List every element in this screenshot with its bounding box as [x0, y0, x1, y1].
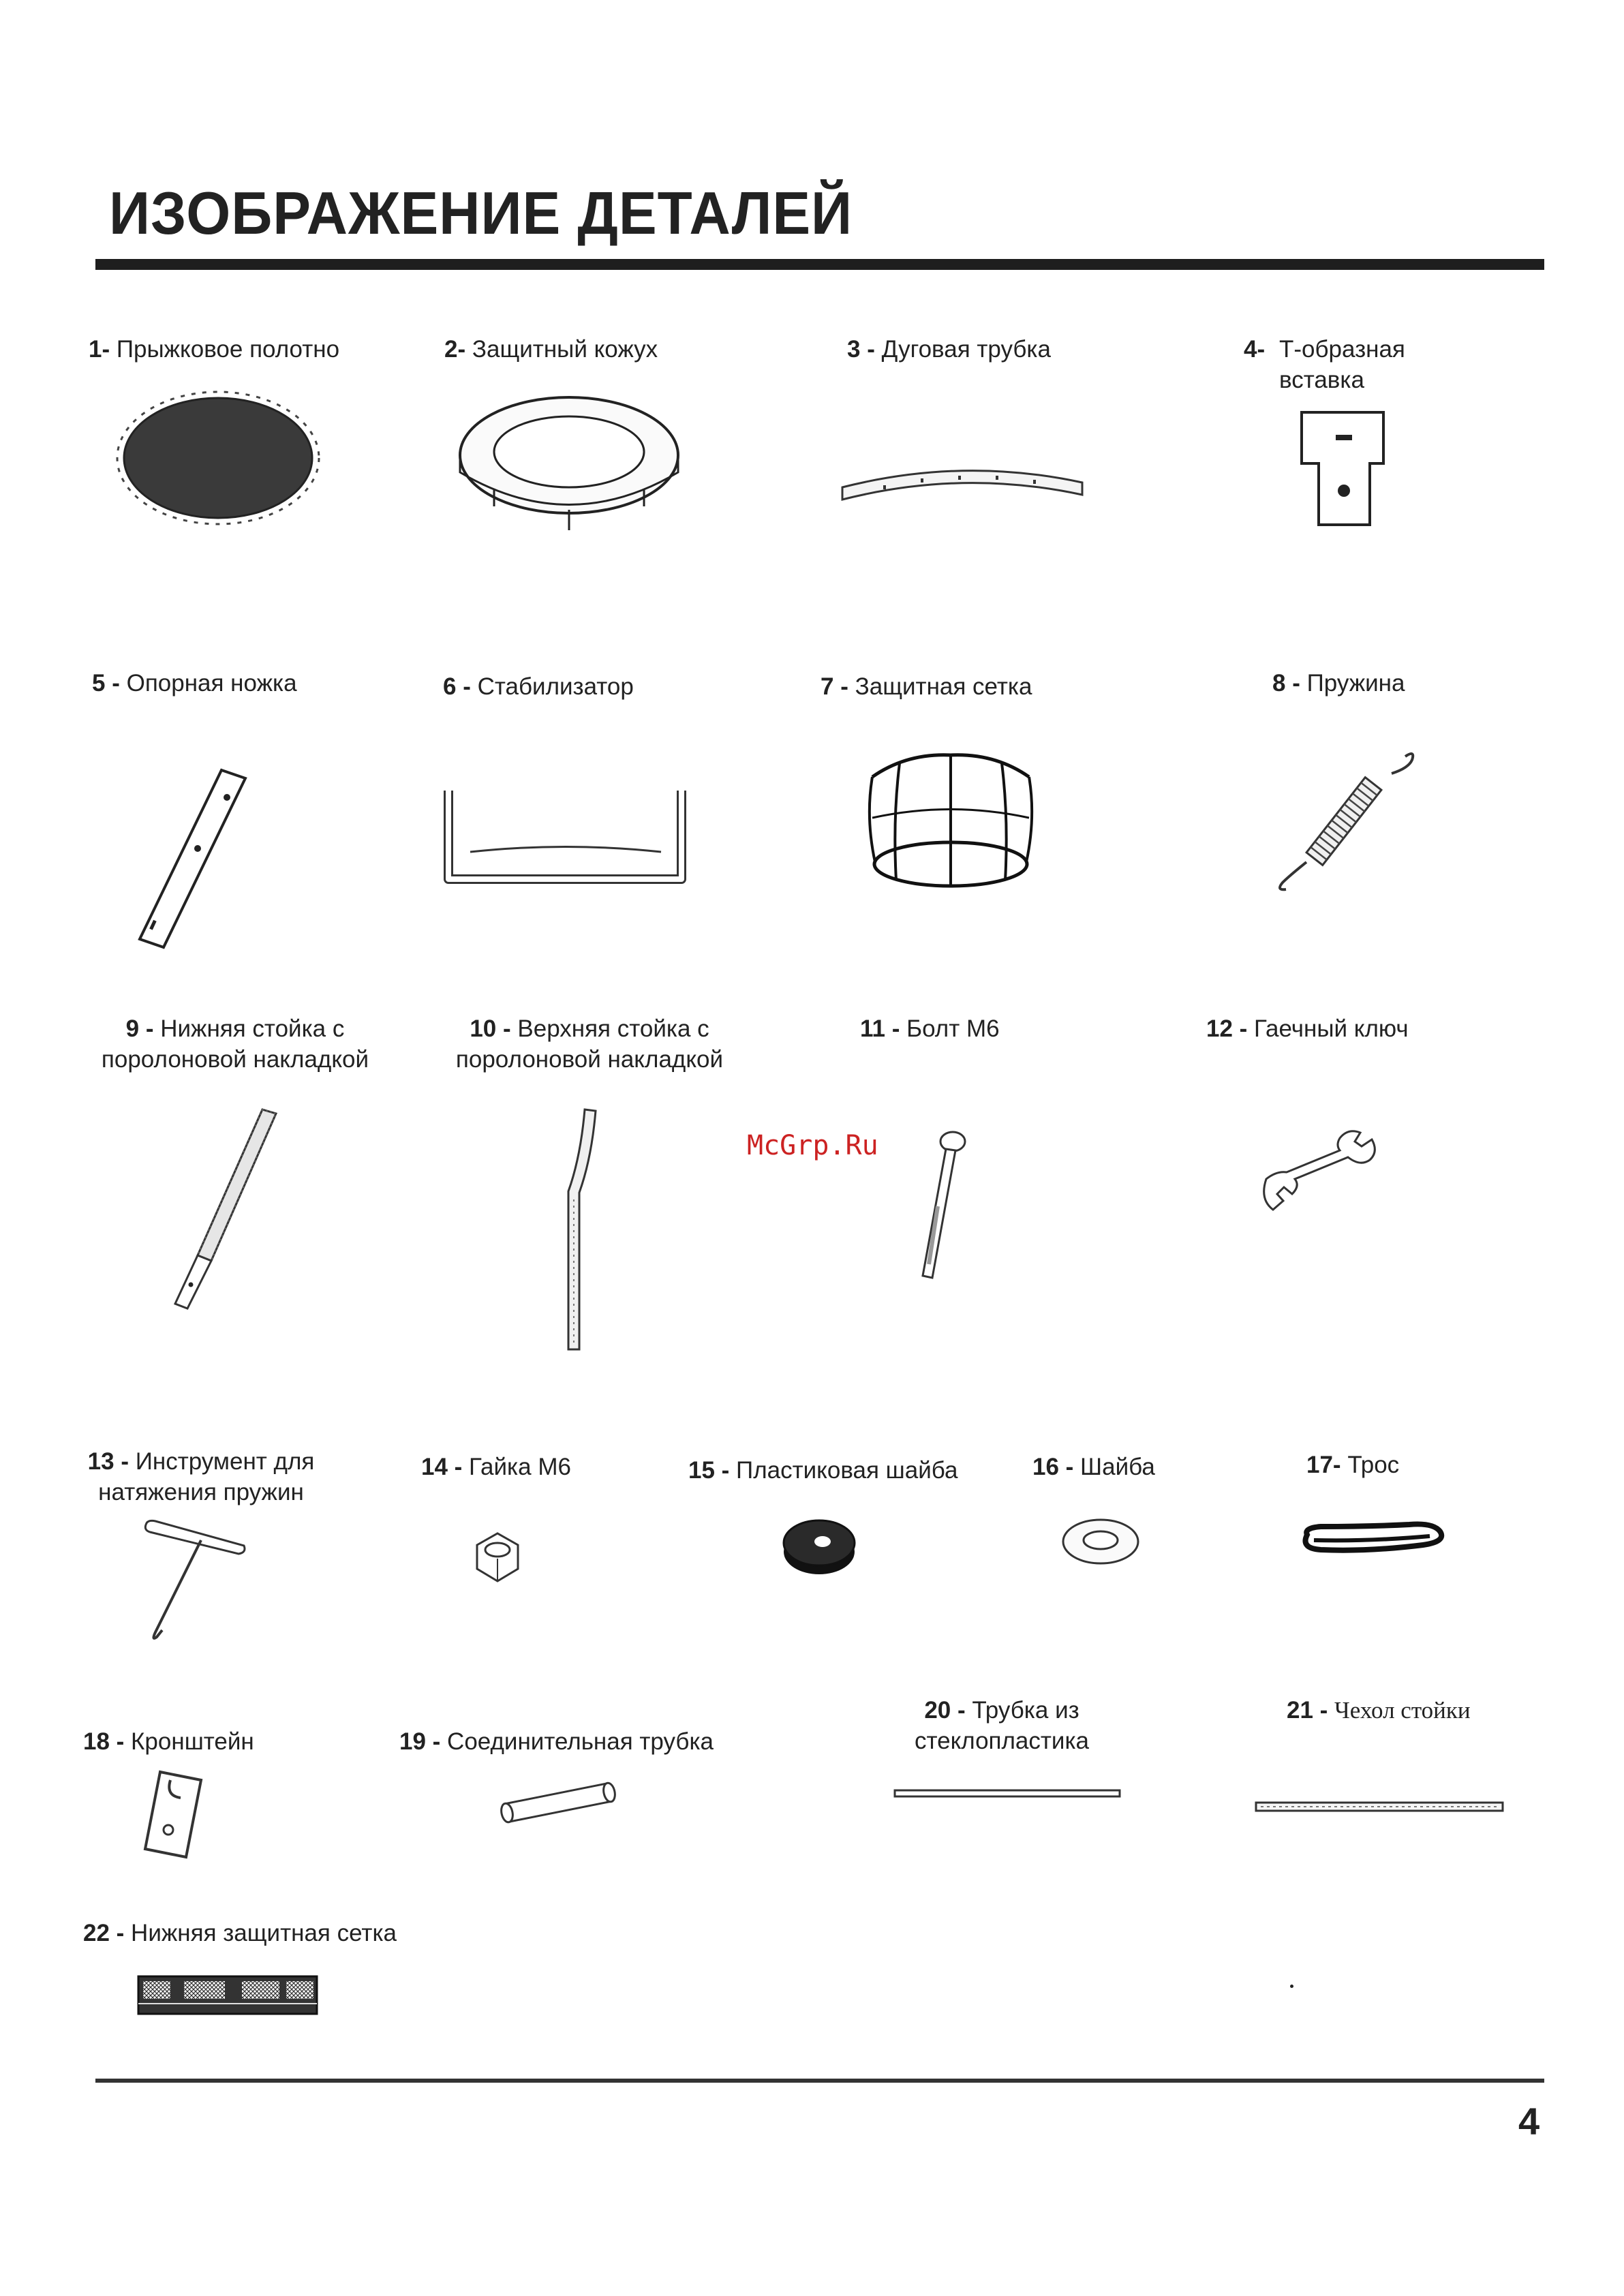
- part-name: Чехол стойки: [1334, 1697, 1471, 1724]
- safety-pad-icon: [453, 387, 685, 537]
- page-number: 4: [1518, 2100, 1540, 2143]
- part-name-line: Инструмент для: [135, 1448, 315, 1475]
- part-label-16: [1032, 1452, 1155, 1482]
- part-number: 10 -: [470, 1015, 511, 1042]
- part-label-15: [688, 1455, 958, 1486]
- part-number: 2-: [444, 336, 466, 363]
- title-divider: [95, 259, 1544, 270]
- part-name: Защитная сетка: [855, 673, 1032, 700]
- part-label-13: [78, 1446, 324, 1507]
- part-number: 5 -: [92, 670, 120, 697]
- part-label-20: [886, 1695, 1118, 1756]
- rope-icon: [1293, 1514, 1450, 1562]
- part-number: 16 -: [1032, 1454, 1074, 1480]
- part-label-18: [83, 1726, 254, 1757]
- washer-icon: [1060, 1514, 1142, 1569]
- part-name: Трос: [1347, 1452, 1400, 1478]
- support-leg-icon: [133, 763, 256, 954]
- part-label-11: [860, 1013, 1000, 1044]
- fiberglass-rod-icon: [893, 1787, 1124, 1801]
- part-label-12: [1206, 1013, 1409, 1044]
- pole-sleeve-icon: [1254, 1799, 1506, 1816]
- part-name: Нижняя защитная сетка: [131, 1920, 397, 1946]
- part-label-17: [1306, 1450, 1399, 1480]
- part-name: Кронштейн: [131, 1728, 254, 1755]
- part-name-line: стеклопластика: [914, 1728, 1090, 1754]
- part-name-line: поролоновой накладкой: [455, 1046, 724, 1073]
- part-number: 4-: [1244, 336, 1266, 363]
- part-name: Защитный кожух: [472, 336, 658, 363]
- bottom-net-icon: [136, 1973, 320, 2021]
- part-name: Стабилизатор: [477, 673, 634, 700]
- part-number: 1-: [89, 336, 110, 363]
- jumping-mat-icon: [109, 382, 327, 538]
- footer-divider: [95, 2079, 1544, 2083]
- part-label-14: [421, 1452, 571, 1482]
- part-number: 12 -: [1206, 1015, 1248, 1042]
- bracket-icon: [133, 1765, 215, 1867]
- part-label-4: [1244, 334, 1265, 365]
- part-number: 6 -: [443, 673, 471, 700]
- part-name-line: вставка: [1279, 367, 1364, 393]
- part-name: Дуговая трубка: [881, 336, 1051, 363]
- part-label-22: [83, 1918, 397, 1948]
- stray-dot: [1290, 1985, 1293, 1988]
- part-label-3: [847, 334, 1051, 365]
- part-name: Болт М6: [906, 1015, 1000, 1042]
- wrench-icon: [1253, 1124, 1382, 1220]
- part-name-line: поролоновой накладкой: [101, 1046, 369, 1073]
- spring-icon: [1269, 746, 1419, 896]
- upper-pole-icon: [532, 1104, 607, 1353]
- page-title: ИЗОБРАЖЕНИЕ ДЕТАЛЕЙ: [109, 179, 853, 247]
- part-number: 19 -: [399, 1728, 441, 1755]
- part-name: Опорная ножка: [126, 670, 297, 697]
- part-label-7: [821, 671, 1032, 702]
- part-name: Гайка М6: [469, 1454, 571, 1480]
- part-number: 11 -: [860, 1015, 900, 1042]
- part-number: 15 -: [688, 1457, 730, 1484]
- part-name: Пружина: [1306, 670, 1405, 697]
- part-number: 3 -: [847, 336, 875, 363]
- part-number: 21 -: [1287, 1697, 1328, 1724]
- part-name-line: Нижняя стойка с: [160, 1015, 345, 1042]
- part-number: 13 -: [87, 1448, 129, 1475]
- part-number: 9 -: [125, 1015, 154, 1042]
- part-number: 20 -: [924, 1697, 966, 1724]
- part-label-2: [444, 334, 658, 365]
- nut-icon: [463, 1528, 532, 1589]
- stabilizer-icon: [436, 784, 695, 893]
- part-number: 8 -: [1272, 670, 1300, 697]
- part-number: 22 -: [83, 1920, 125, 1946]
- watermark: McGrp.Ru: [747, 1130, 878, 1161]
- plastic-washer-icon: [780, 1514, 859, 1579]
- lower-pole-icon: [160, 1104, 283, 1315]
- part-label-10: [443, 1013, 736, 1075]
- part-label-9: [89, 1013, 382, 1075]
- part-name: Соединительная трубка: [447, 1728, 714, 1755]
- arc-tube-icon: [837, 450, 1089, 504]
- part-name-4: [1279, 334, 1405, 395]
- part-number: 18 -: [83, 1728, 125, 1755]
- bolt-icon: [893, 1124, 975, 1285]
- part-name: Шайба: [1080, 1454, 1155, 1480]
- connecting-tube-icon: [491, 1775, 620, 1830]
- part-number: 7 -: [821, 673, 848, 700]
- part-label-21: [1287, 1695, 1471, 1726]
- part-name-line: Верхняя стойка с: [517, 1015, 709, 1042]
- part-label-19: [399, 1726, 714, 1757]
- part-number: 17-: [1306, 1452, 1341, 1478]
- part-name-line: натяжения пружин: [98, 1479, 304, 1505]
- part-label-6: [443, 671, 634, 702]
- part-number: 14 -: [421, 1454, 463, 1480]
- part-name: Гаечный ключ: [1254, 1015, 1409, 1042]
- t-insert-icon: [1298, 409, 1387, 532]
- part-label-5: [92, 668, 297, 699]
- spring-tool-icon: [136, 1513, 252, 1649]
- part-label-1: [89, 334, 339, 365]
- part-name: Прыжковое полотно: [116, 336, 340, 363]
- part-label-8: [1272, 668, 1405, 699]
- safety-net-icon: [865, 750, 1036, 893]
- part-name: Пластиковая шайба: [736, 1457, 958, 1484]
- part-name-line: Трубка из: [972, 1697, 1079, 1724]
- part-name-line: Т-образная: [1279, 336, 1405, 363]
